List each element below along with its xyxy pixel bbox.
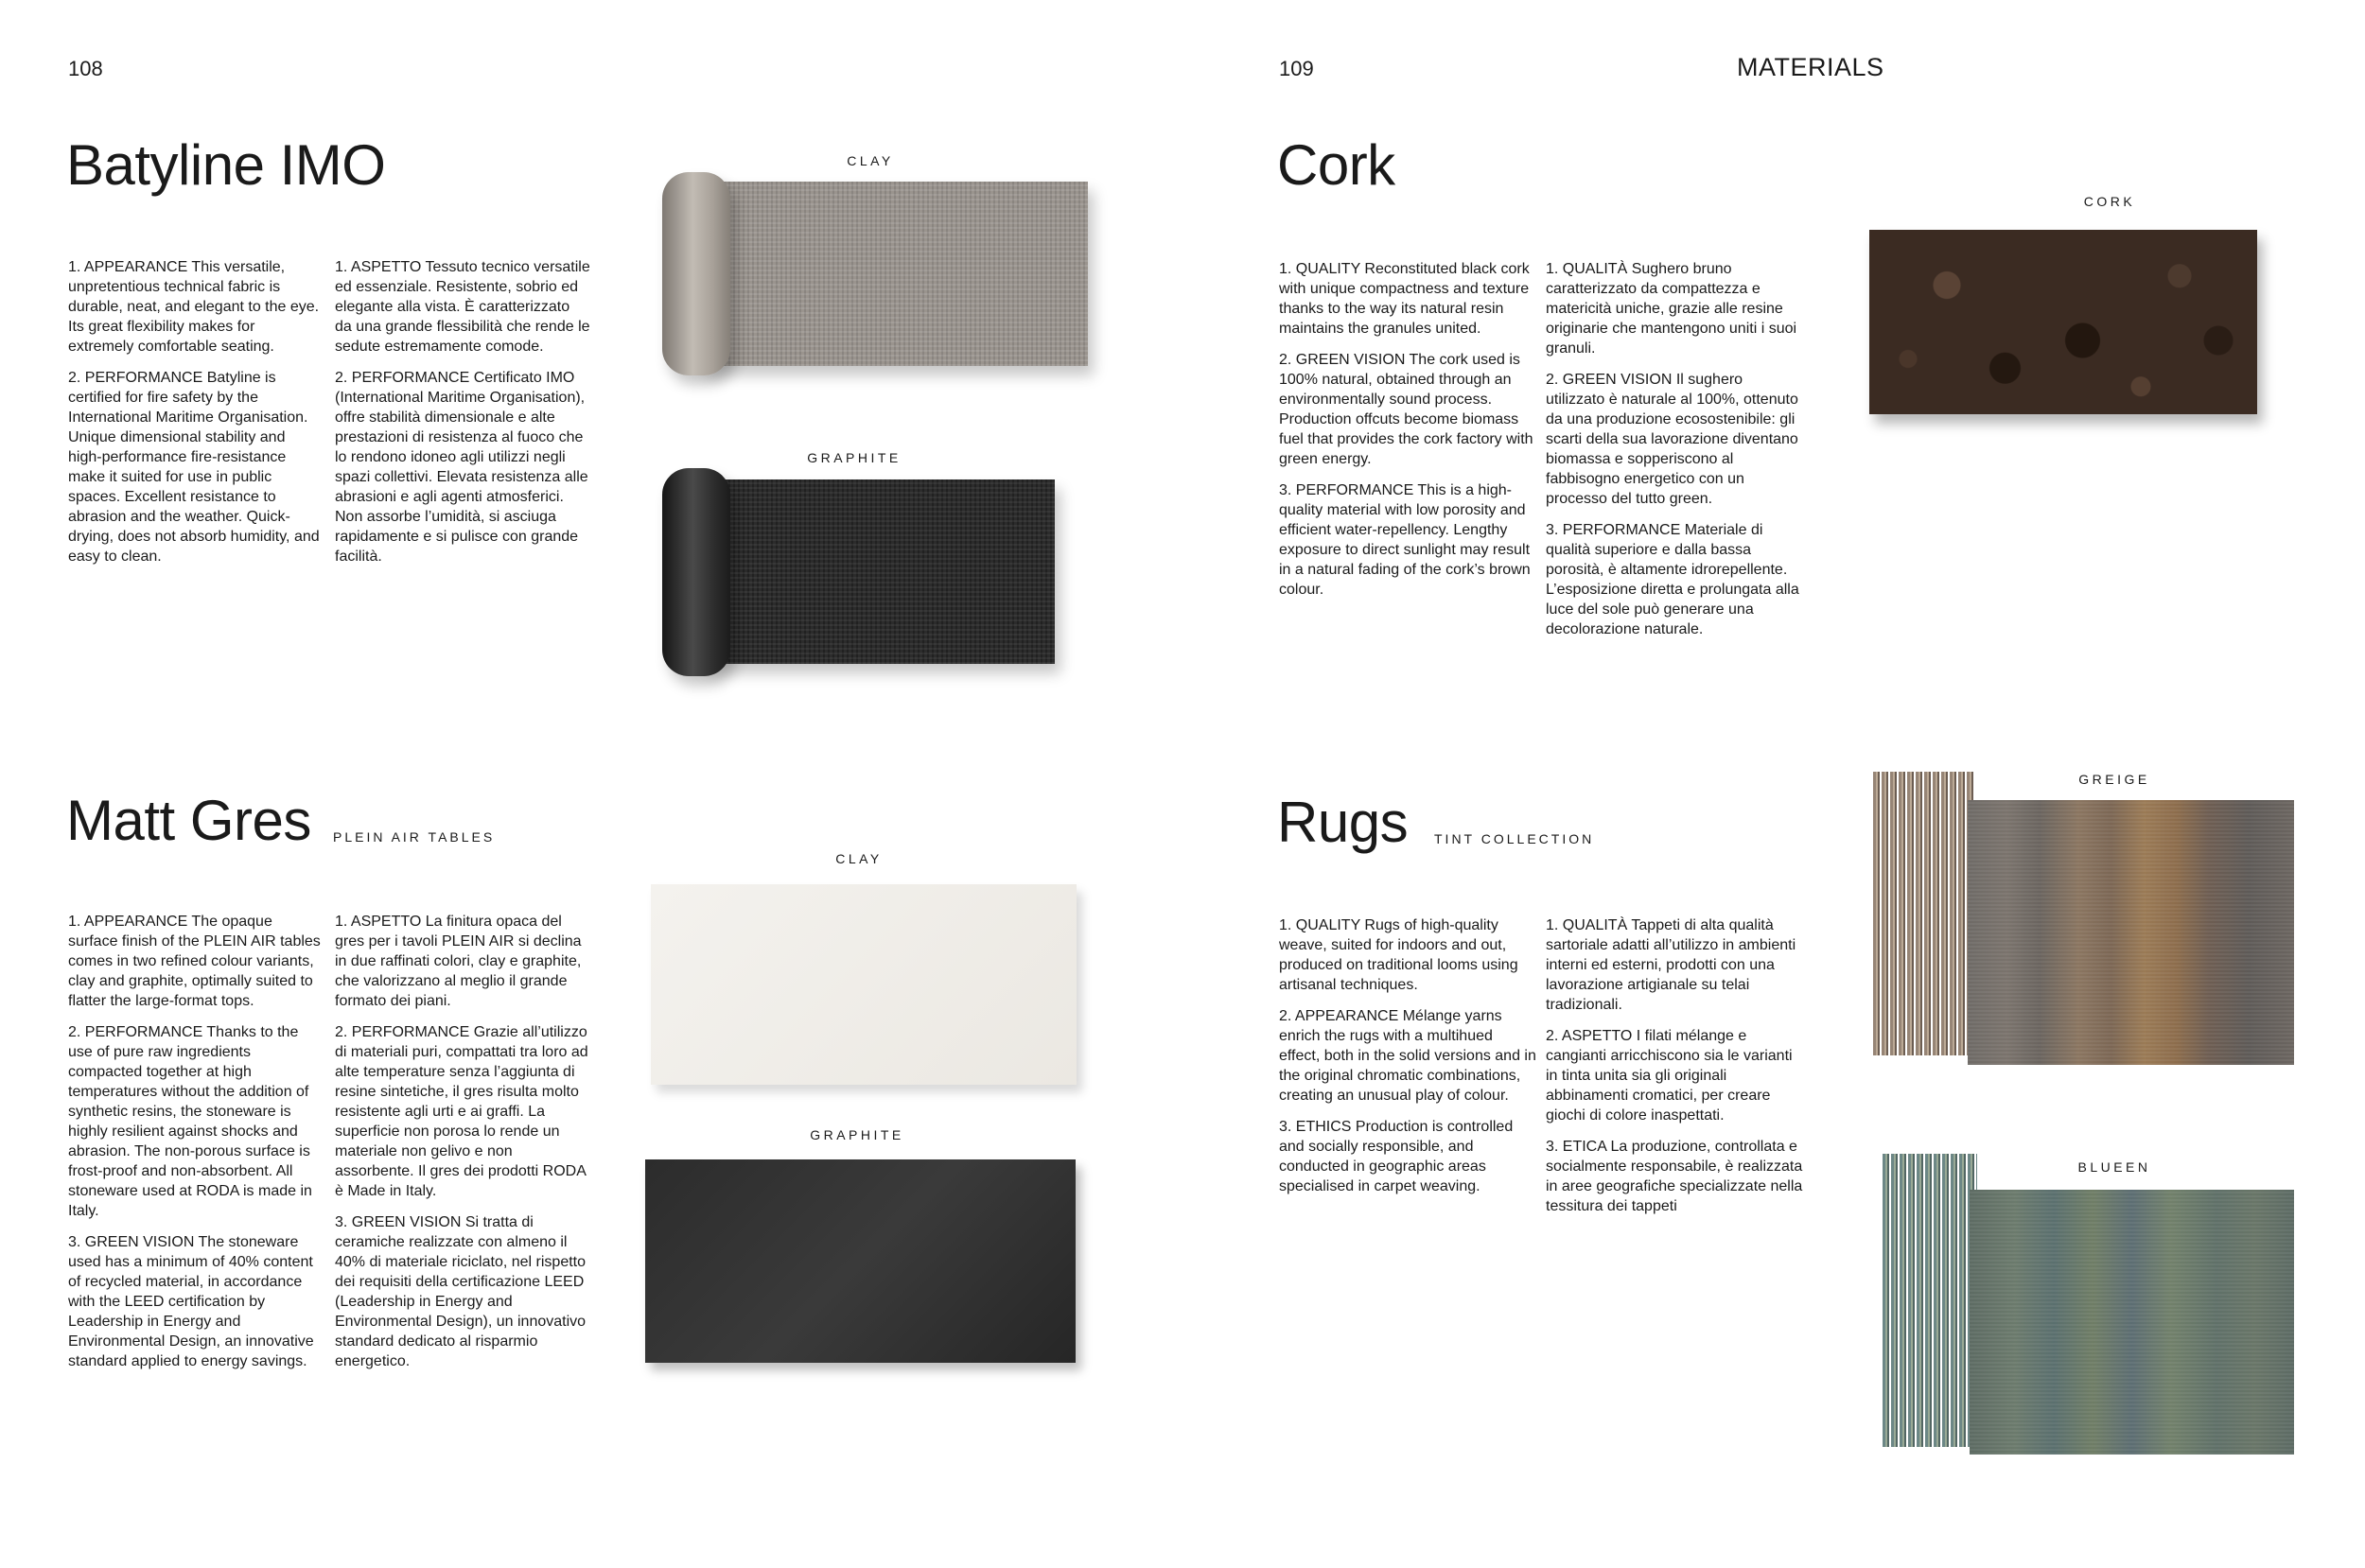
batyline-graphite-swatch (662, 468, 1060, 676)
swatch-label-batyline-clay: CLAY (847, 153, 894, 168)
swatch-label-batyline-graphite: GRAPHITE (807, 450, 902, 465)
section-title-matt-gres: Matt Gres (66, 789, 311, 852)
cork-text-it (1546, 259, 1803, 651)
rugs-text-en (1279, 915, 1536, 1208)
page-number-right: 109 (1279, 57, 1314, 80)
paragraph: 2. PERFORMANCE Grazie all’utilizzo di materiali puri, compattati tra loro ad alte temperature senza l’aggiunta di resine sintetiche, il gres risulta molto resistente agli urti e ai graffi. La superficie non porosa lo rende un materiale non gelivo e non assorbente. Il gres dei prodotti RODA è Made in Italy. (335, 1024, 588, 1199)
gres-clay-swatch (651, 884, 1077, 1085)
paragraph: 3. PERFORMANCE This is a high-quality material with low porosity and efficient water-repellency. Lengthy exposure to direct sunlight may result in a natural fading of the cork’s brown colour. (1279, 482, 1531, 598)
paragraph: 1. APPEARANCE The opaque surface finish of the PLEIN AIR tables comes in two refined colour variants, clay and graphite, optimally suited to flatter the large-format tops. (68, 914, 321, 1009)
page-number-left: 108 (68, 57, 103, 80)
paragraph: 1. ASPETTO Tessuto tecnico versatile ed essenziale. Resistente, sobrio ed elegante alla vista. È caratterizzato da una grande flessibilità che rende le sedute estremamente comode. (335, 259, 590, 355)
swatch-label-gres-graphite: GRAPHITE (810, 1127, 904, 1142)
batyline-clay-swatch (662, 172, 1097, 375)
section-title-rugs: Rugs (1277, 791, 1409, 854)
section-title-cork: Cork (1277, 133, 1395, 197)
section-title-batyline: Batyline IMO (66, 133, 386, 197)
rug-blueen-swatch (1883, 1154, 2294, 1455)
section-subtitle-rugs: TINT COLLECTION (1434, 831, 1595, 846)
swatch-label-rug-greige: GREIGE (2078, 772, 2150, 787)
rugs-text-it (1546, 915, 1803, 1228)
paragraph: 3. ETHICS Production is controlled and socially responsible, and conducted in geographic areas specialised in carpet weaving. (1279, 1119, 1514, 1194)
paragraph: 1. QUALITÀ Tappeti di alta qualità sartoriale adatti all’utilizzo in ambienti interni ed esterni, prodotti con una lavorazione artigianale su telai tradizionali. (1546, 917, 1796, 1013)
matt-gres-text-en (68, 912, 322, 1383)
gres-graphite-swatch (645, 1159, 1076, 1363)
paragraph: 2. GREEN VISION Il sughero utilizzato è naturale al 100%, ottenuto da una produzione ecosostenibile: gli scarti della sua lavorazione diventano biomassa e sopperiscono al fabbisogno energetico con un processo del tutto green. (1546, 372, 1798, 507)
running-head: MATERIALS (1737, 53, 1884, 81)
paragraph: 3. PERFORMANCE Materiale di qualità superiore e dalla bassa porosità, è altamente idrorepellente. L’esposizione diretta e prolungata alla luce del sole può generare una decolorazione naturale. (1546, 522, 1799, 637)
paragraph: 3. GREEN VISION The stoneware used has a minimum of 40% content of recycled material, in accordance with the LEED certification by Leadership in Energy and Environmental Design, an innovative standard applied to energy savings. (68, 1234, 314, 1369)
paragraph: 2. ASPETTO I filati mélange e cangianti arricchiscono sia le varianti in tinta unita sia gli originali abbinamenti cromatici, per creare giochi di colore inaspettati. (1546, 1028, 1793, 1124)
paragraph: 2. PERFORMANCE Certificato IMO (International Maritime Organisation), offre stabilità dimensionale e alte prestazioni di resistenza al fuoco che lo rendono idoneo agli utilizzi negli spazi collettivi. Elevata resistenza alle abrasioni e agli agenti atmosferici. Non assorbe l’umidità, si asciuga rapidamente e si pulisce con grande facilità. (335, 370, 588, 565)
paragraph: 2. PERFORMANCE Batyline is certified for fire safety by the International Maritime Organisation. Unique dimensional stability and high-performance fire-resistance make it suited for use in public spaces. Excellent resistance to abrasion and the weather. Quick-drying, does not absorb humidity, and easy to clean. (68, 370, 320, 565)
swatch-label-gres-clay: CLAY (835, 851, 883, 866)
paragraph: 2. GREEN VISION The cork used is 100% natural, obtained through an environmentally sound process. Production offcuts become biomass fuel that provides the cork factory with green energy. (1279, 352, 1533, 467)
section-subtitle-matt-gres: PLEIN AIR TABLES (333, 829, 496, 845)
paragraph: 1. QUALITY Reconstituted black cork with unique compactness and texture thanks to the way its natural resin maintains the granules united. (1279, 261, 1530, 337)
paragraph: 3. ETICA La produzione, controllata e socialmente responsabile, è realizzata in aree geografiche specializzate nella tessitura dei tappeti (1546, 1139, 1803, 1214)
paragraph: 2. PERFORMANCE Thanks to the use of pure raw ingredients compacted together at high temperatures without the addition of synthetic resins, the stoneware is highly resilient against shocks and abrasion. The non-porous surface is frost-proof and non-absorbent. All stoneware used at RODA is made in Italy. (68, 1024, 312, 1219)
paragraph: 3. GREEN VISION Si tratta di ceramiche realizzate con almeno il 40% di materiale riciclato, nel rispetto dei requisiti della certificazione LEED (Leadership in Energy and Environmental Design), un innovativo standard dedicato al risparmio energetico. (335, 1214, 587, 1369)
batyline-text-it (335, 257, 590, 578)
rug-greige-swatch (1873, 762, 2294, 1065)
swatch-label-rug-blueen: BLUEEN (2077, 1159, 2151, 1175)
matt-gres-text-it (335, 912, 592, 1383)
batyline-text-en (68, 257, 322, 578)
cork-swatch (1869, 230, 2257, 414)
paragraph: 1. QUALITÀ Sughero bruno caratterizzato da compattezza e matericità uniche, grazie alle resine originarie che mantengono uniti i suoi granuli. (1546, 261, 1797, 357)
paragraph: 1. QUALITY Rugs of high-quality weave, suited for indoors and out, produced on traditional looms using artisanal techniques. (1279, 917, 1518, 993)
cork-text-en (1279, 259, 1534, 611)
paragraph: 1. APPEARANCE This versatile, unpretentious technical fabric is durable, neat, and elegant to the eye. Its great flexibility makes for extremely comfortable seating. (68, 259, 320, 355)
paragraph: 1. ASPETTO La finitura opaca del gres per i tavoli PLEIN AIR si declina in due raffinati colori, clay e graphite, che valorizzano al meglio il grande formato dei piani. (335, 914, 582, 1009)
paragraph: 2. APPEARANCE Mélange yarns enrich the rugs with a multihued effect, both in the solid versions and in the original chromatic combinations, creating an unusual play of colour. (1279, 1008, 1536, 1104)
swatch-label-cork: CORK (2083, 194, 2136, 209)
